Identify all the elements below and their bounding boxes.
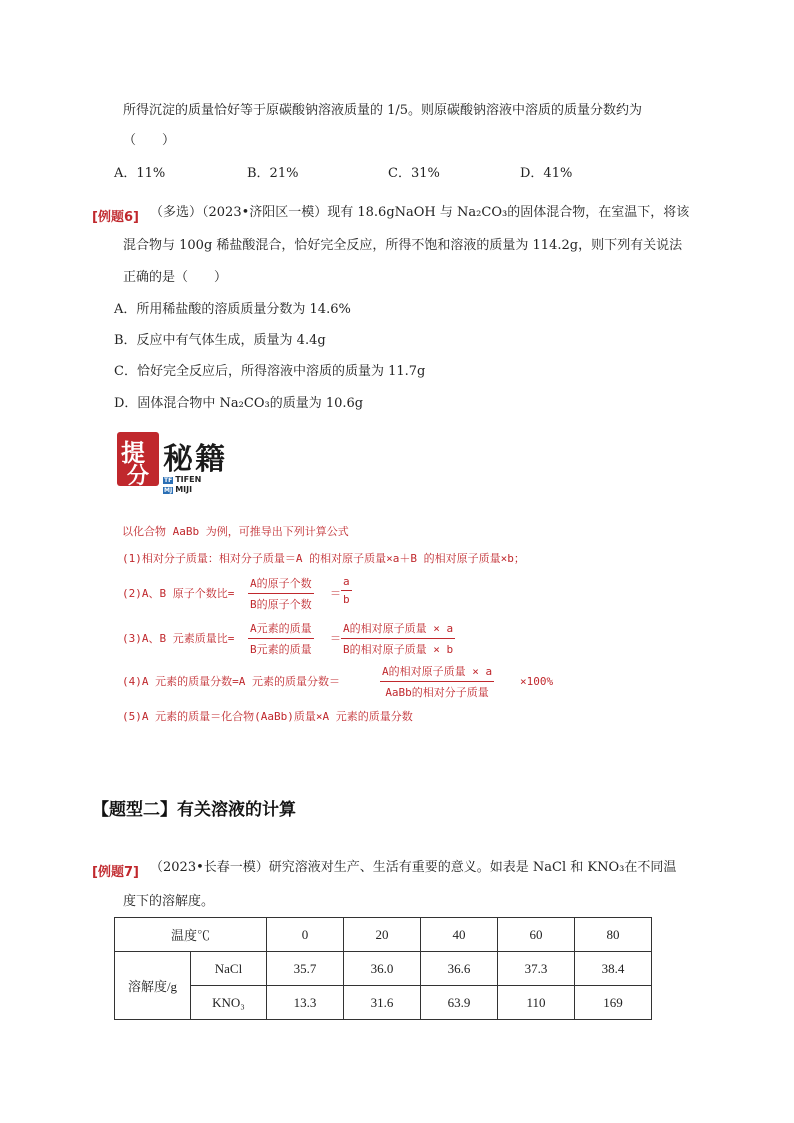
- option-a: A．11%: [114, 166, 166, 181]
- fraction-numerator: a: [343, 575, 350, 588]
- equals-sign: ＝: [330, 587, 341, 600]
- formula-1: (1)相对分子质量：相对分子质量＝A 的相对原子质量×a＋B 的相对原子质量×b；: [122, 552, 525, 565]
- option-a: A．所用稀盐酸的溶质质量分数为 14.6%: [114, 302, 351, 317]
- table-row-label: 溶解度/g: [115, 952, 191, 1020]
- question-text-line: 混合物与 100g 稀盐酸混合，恰好完全反应，所得不饱和溶液的质量为 114.2g，则下列有关说法: [123, 238, 683, 253]
- table-header-cell: 40: [421, 918, 498, 952]
- formula-2-prefix: (2)A、B 原子个数比=: [122, 587, 235, 600]
- question-text-line: 正确的是（ ）: [123, 270, 228, 285]
- section-title: 【题型二】有关溶液的计算: [92, 800, 296, 820]
- logo-badge-mj: MJ: [164, 486, 173, 494]
- equals-sign: ＝: [330, 632, 341, 645]
- table-row: [115, 986, 652, 1020]
- table-cell: 31.6: [344, 986, 421, 1020]
- formula-4-fraction: [380, 663, 494, 700]
- logo-badges: [163, 476, 201, 495]
- table-cell: 110: [498, 986, 575, 1020]
- fraction-numerator: A的原子个数: [250, 577, 312, 590]
- logo-char-bottom: 分: [127, 464, 150, 489]
- table-header-cell: 60: [498, 918, 575, 952]
- formula-5: (5)A 元素的质量＝化合物(AaBb)质量×A 元素的质量分数: [122, 710, 413, 723]
- fraction-numerator: A的相对原子质量 × a: [382, 665, 493, 678]
- table-header-label: 温度℃: [115, 918, 267, 952]
- option-b: B．21%: [247, 166, 299, 181]
- example-tag: [例题6]: [92, 210, 139, 225]
- logo-red-seal: [117, 432, 159, 489]
- formula-2-fraction-ab: [341, 575, 352, 606]
- fraction-numerator: A元素的质量: [250, 622, 312, 635]
- table-row: [115, 952, 652, 986]
- fraction-denominator: b: [343, 593, 350, 606]
- table-cell: 13.3: [267, 986, 344, 1020]
- formula-intro: 以化合物 AaBb 为例，可推导出下列计算公式: [122, 525, 349, 538]
- fraction-numerator: A的相对原子质量 × a: [343, 622, 454, 635]
- question-text-line: （多选）（2023•济阳区一模）现有 18.6gNaOH 与 Na₂CO₃的固体混合物，在室温下，将该: [150, 205, 690, 220]
- table-header-row: [115, 918, 652, 952]
- formula-4-suffix: ×100%: [520, 675, 554, 688]
- table-cell: 36.0: [344, 952, 421, 986]
- table-cell-name: NaCl: [191, 952, 267, 986]
- table-cell: 38.4: [575, 952, 652, 986]
- formula-3-fraction: [248, 620, 314, 657]
- table-cell: 63.9: [421, 986, 498, 1020]
- solubility-table: [114, 917, 652, 1020]
- fraction-denominator: B元素的质量: [250, 643, 312, 656]
- formula-3-prefix: (3)A、B 元素质量比=: [122, 632, 235, 645]
- option-c: C．31%: [388, 166, 440, 181]
- question-text-line: （2023•长春一模）研究溶液对生产、生活有重要的意义。如表是 NaCl 和 KNO₃在不同温: [150, 860, 677, 875]
- answer-bracket: （ ）: [123, 133, 176, 148]
- logo-char-top: 提: [121, 439, 145, 467]
- table-header-cell: 0: [267, 918, 344, 952]
- fraction-denominator: B的相对原子质量 × b: [343, 643, 454, 656]
- table-cell: 36.6: [421, 952, 498, 986]
- table-cell: 37.3: [498, 952, 575, 986]
- table-cell: 35.7: [267, 952, 344, 986]
- tifen-miji-logo: [117, 432, 247, 498]
- table-header-cell: 20: [344, 918, 421, 952]
- fraction-denominator: B的原子个数: [250, 598, 312, 611]
- fraction-denominator: AaBb的相对分子质量: [385, 686, 489, 699]
- formula-4-prefix: (4)A 元素的质量分数=A 元素的质量分数＝: [122, 675, 340, 688]
- logo-en-line1: TIFEN: [175, 475, 202, 484]
- option-c: C．恰好完全反应后，所得溶液中溶质的质量为 11.7g: [114, 364, 426, 379]
- logo-badge-tf: TF: [164, 476, 173, 484]
- table-header-cell: 80: [575, 918, 652, 952]
- question-text-line: 所得沉淀的质量恰好等于原碳酸钠溶液质量的 1/5。则原碳酸钠溶液中溶质的质量分数约为: [123, 103, 643, 118]
- logo-en-line2: MIJI: [175, 484, 193, 494]
- question-text-line: 度下的溶解度。: [123, 894, 215, 909]
- option-b: B．反应中有气体生成，质量为 4.4g: [114, 333, 326, 348]
- formula-2-fraction: [248, 575, 314, 612]
- option-d: D．固体混合物中 Na₂CO₃的质量为 10.6g: [114, 396, 364, 411]
- table-cell: 169: [575, 986, 652, 1020]
- logo-title: 秘籍: [163, 442, 227, 477]
- example-tag: [例题7]: [92, 865, 139, 880]
- table-cell-name: KNO₃: [191, 986, 267, 1020]
- option-d: D．41%: [520, 166, 573, 181]
- formula-3-fraction-atomic: [341, 620, 455, 657]
